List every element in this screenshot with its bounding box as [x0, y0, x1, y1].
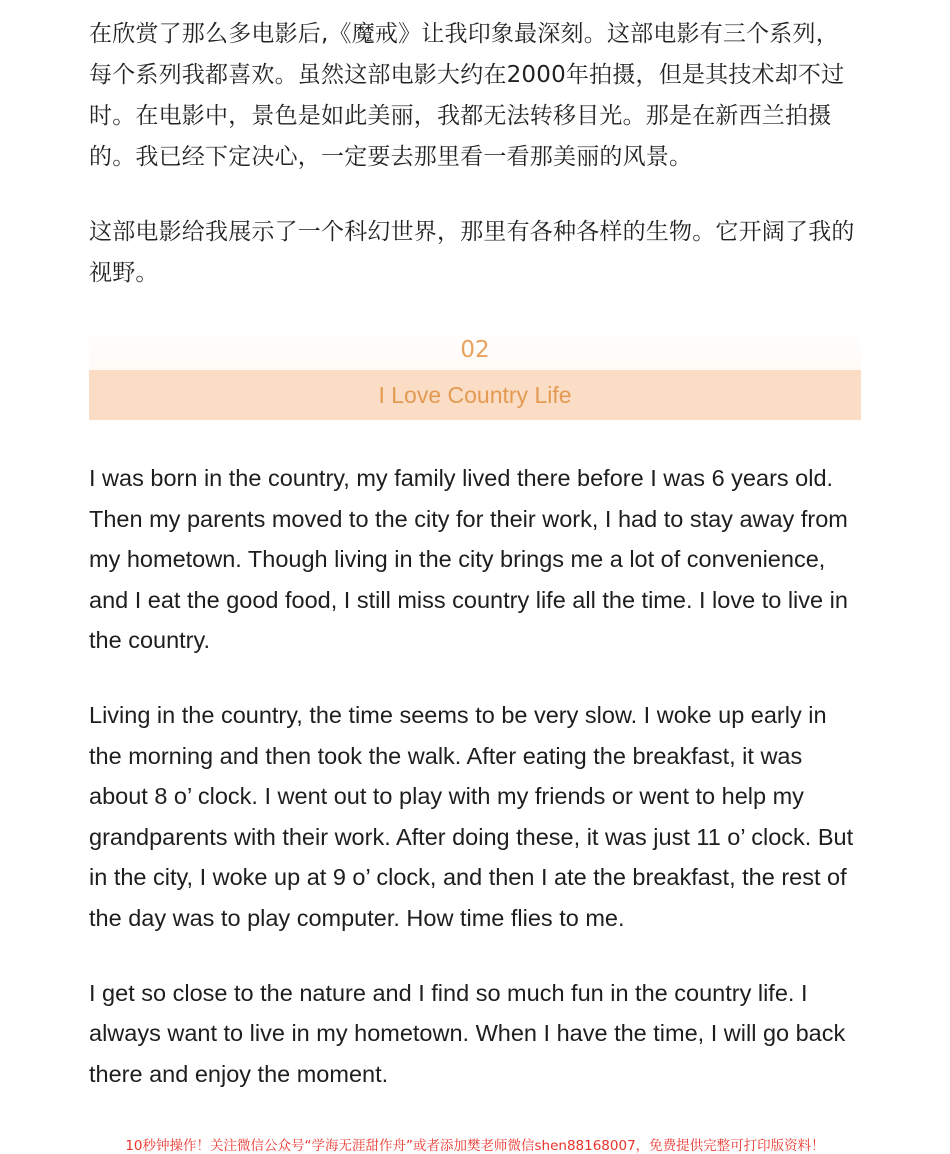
section-header	[89, 328, 861, 420]
chinese-paragraph-2: 这部电影给我展示了一个科幻世界，那里有各种各样的生物。它开阔了我的视野。	[89, 219, 855, 286]
footer-notice: 10秒钟操作！关注微信公众号“学海无涯甜作舟”或者添加樊老师微信shen88168007，免费提供完整可打印版资料！	[125, 1138, 825, 1154]
english-paragraph-3: I get so close to the nature and I find so much fun in the country life. I always want to live in my hometown. When I have the time, I will go back there and enjoy the moment.	[89, 979, 846, 1087]
chinese-paragraph-1: 在欣赏了那么多电影后,《魔戒》让我印象最深刻。这部电影有三个系列，每个系列我都喜欢。虽然这部电影大约在2000年拍摄，但是其技术却不过时。在电影中，景色是如此美丽，我都无法转移目光。那是在新西兰拍摄的。我已经下定决心，一定要去那里看一看那美丽的风景。	[89, 21, 845, 170]
section-number: 02	[89, 328, 861, 370]
english-paragraph-1: I was born in the country, my family lived there before I was 6 years old. Then my parents moved to the city for their work, I had to stay away from my hometown. Though living in the city brings me a lot of convenience, and I eat the good food, I still miss country life all the time. I love to live in the country.	[89, 465, 848, 654]
english-paragraph-2: Living in the country, the time seems to be very slow. I woke up early in the morning and then took the walk. After eating the breakfast, it was about 8 o’ clock. I went out to play with my friends or went to help my grandparents with their work. After doing these, it was just 11 o’ clock. But in the city, I woke up at 9 o’ clock, and then I ate the breakfast, the rest of the day was to play computer. How time flies to me.	[89, 701, 854, 931]
article-body	[89, 14, 861, 1094]
section-title: I Love Country Life	[89, 370, 861, 420]
